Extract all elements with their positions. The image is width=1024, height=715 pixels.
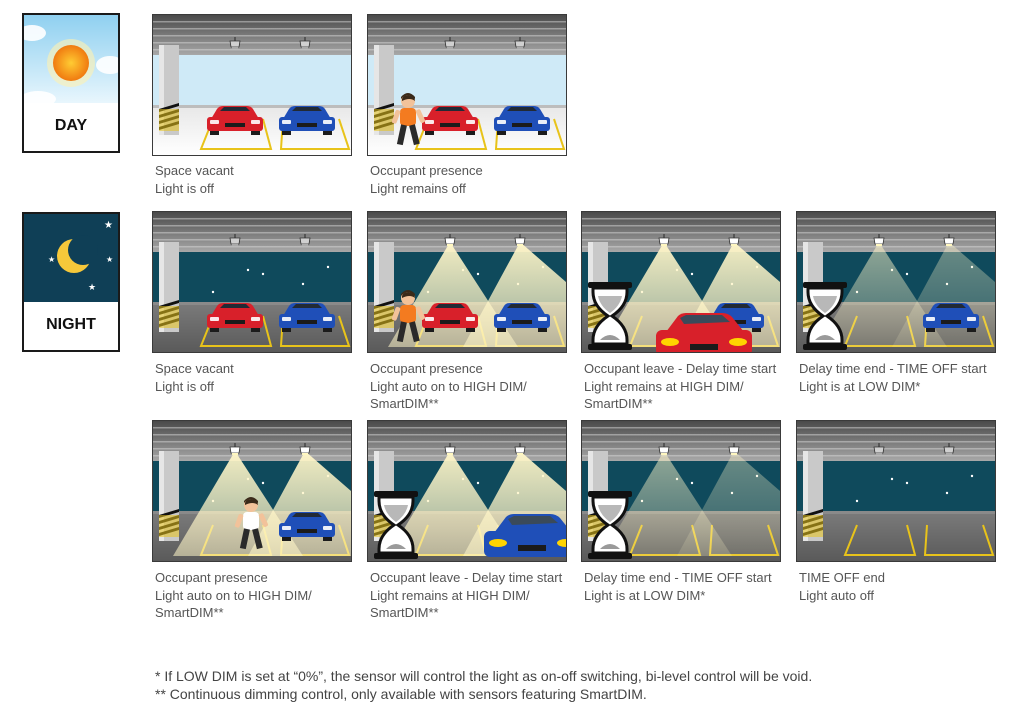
caption-night-4 [799,360,1009,395]
caption-line3: SmartDIM** [155,605,224,620]
caption-line2: Light is at LOW DIM* [584,587,706,603]
caption-line2: Light auto on to HIGH DIM/ [370,378,527,394]
footnotes [155,667,812,703]
scene-night-6 [367,420,567,562]
caption-night-2 [370,360,580,413]
sun-icon [24,15,118,103]
caption-line1: Occupant leave - Delay time start [584,361,777,376]
scene-day-1 [152,14,352,156]
night-badge [22,212,120,352]
caption-line1: Space vacant [155,163,234,178]
svg-text:★: ★ [104,220,113,231]
caption-night-8 [799,569,1009,604]
caption-night-1 [155,360,365,395]
caption-line2: Light is at LOW DIM* [799,378,921,394]
caption-line1: Occupant presence [370,361,483,376]
caption-line2: Light is off [155,180,215,196]
scene-day-2 [367,14,567,156]
caption-line3: SmartDIM** [370,605,439,620]
caption-line2: Light auto off [799,587,874,603]
scene-night-3 [581,211,781,353]
caption-line1: TIME OFF end [799,570,885,585]
scene-night-1 [152,211,352,353]
moon-icon [24,214,118,302]
caption-line1: Delay time end - TIME OFF start [584,570,772,585]
caption-night-5 [155,569,365,622]
footnote-smartdim: ** Continuous dimming control, only available with sensors featuring SmartDIM. [155,686,647,702]
caption-night-6 [370,569,580,622]
caption-night-7 [584,569,794,604]
svg-text:★: ★ [88,283,97,293]
scene-night-8 [796,420,996,562]
caption-line1: Space vacant [155,361,234,376]
day-badge [22,13,120,153]
caption-line2: Light remains at HIGH DIM/ [370,587,530,603]
caption-night-3 [584,360,794,413]
scene-night-4 [796,211,996,353]
caption-line2: Light is off [155,378,215,394]
caption-line2: Light remains at HIGH DIM/ [584,378,744,394]
svg-text:★: ★ [106,255,114,264]
scene-night-7 [581,420,781,562]
footnote-low-dim: * If LOW DIM is set at “0%”, the sensor will control the light as on-off switching, bi-level control will be void. [155,668,813,684]
caption-day-1 [155,162,365,197]
caption-line2: Light remains off [370,180,466,196]
svg-text:★: ★ [48,255,56,264]
day-label: DAY [54,117,88,134]
caption-line1: Occupant presence [370,163,483,178]
caption-line3: SmartDIM** [584,396,653,411]
scene-night-2 [367,211,567,353]
caption-line3: SmartDIM** [370,396,439,411]
scene-night-5 [152,420,352,562]
night-label: NIGHT [46,316,96,333]
caption-line2: Light auto on to HIGH DIM/ [155,587,312,603]
caption-line1: Occupant leave - Delay time start [370,570,563,585]
caption-day-2 [370,162,580,197]
caption-line1: Delay time end - TIME OFF start [799,361,987,376]
caption-line1: Occupant presence [155,570,268,585]
